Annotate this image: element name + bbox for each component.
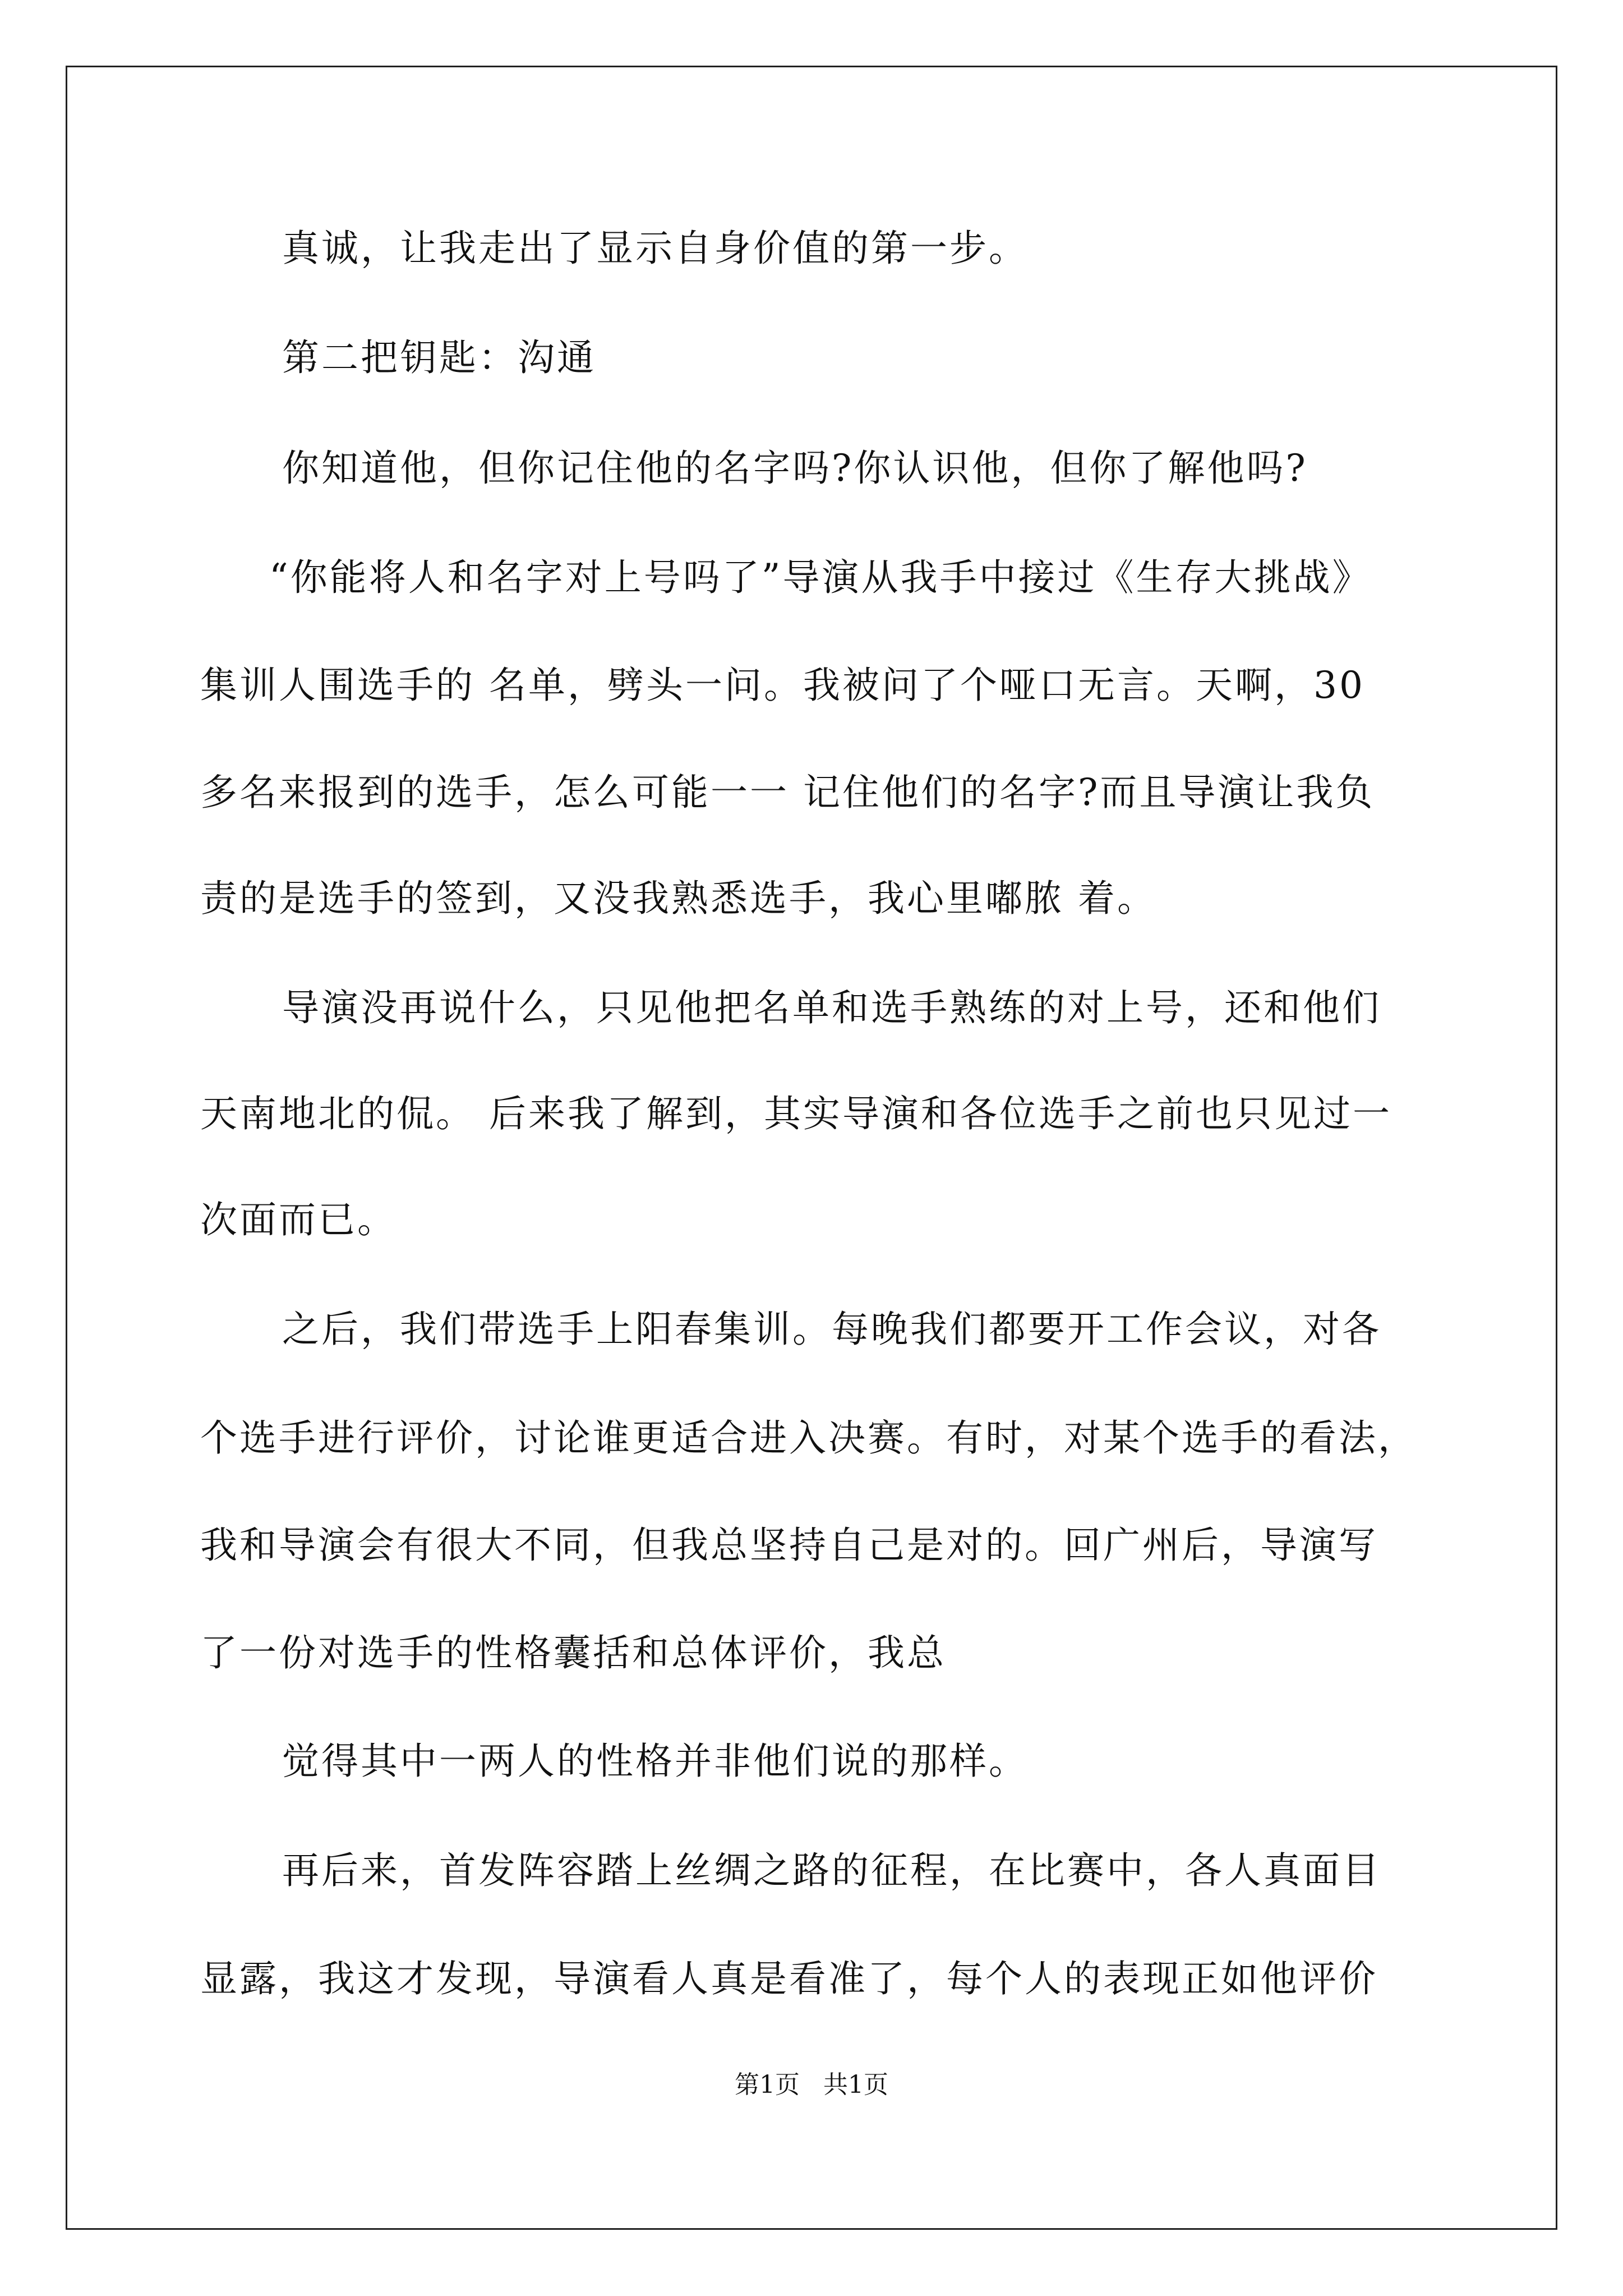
paragraph-line: 导演没再说什么，只见他把名单和选手熟练的对上号，还和他们: [282, 986, 1381, 1029]
paragraph-line: 个选手进行评价，讨论谁更适合进入决赛。有时，对某个选手的看法，: [200, 1416, 1417, 1460]
page-border: [66, 66, 1557, 2230]
section-heading: 第二把钥匙：沟通: [282, 336, 596, 379]
paragraph-line: 天南地北的侃。 后来我了解到，其实导演和各位选手之前也只见过一: [200, 1092, 1392, 1135]
paragraph-line: 你知道他，但你记住他的名字吗?你认识他，但你了解他吗?: [282, 447, 1308, 490]
paragraph-line: 显露，我这才发现，导演看人真是看准了，每个人的表现正如他评价: [200, 1957, 1378, 2000]
paragraph-line: 再后来，首发阵容踏上丝绸之路的征程，在比赛中，各人真面目: [282, 1849, 1381, 1892]
paragraph-line: 了一份对选手的性格囊括和总体评价，我总: [200, 1631, 946, 1674]
paragraph-line: 责的是选手的签到，又没我熟悉选手，我心里嘟脓 着。: [200, 877, 1156, 920]
page-number-footer: 第1页 共1页: [735, 2070, 888, 2099]
paragraph-line: 真诚，让我走出了显示自身价值的第一步。: [282, 227, 1028, 270]
paragraph-line: 我和导演会有很大不同，但我总坚持自己是对的。回广州后，导演写: [200, 1524, 1378, 1567]
paragraph-line: 之后，我们带选手上阳春集训。每晚我们都要开工作会议，对各: [282, 1308, 1381, 1351]
paragraph-line: 集训人围选手的 名单，劈头一问。我被问了个哑口无言。天啊，30: [200, 664, 1365, 707]
paragraph-line: “你能将人和名字对上号吗了”导演从我手中接过《生存大挑战》: [269, 556, 1372, 599]
paragraph-line: 觉得其中一两人的性格并非他们说的那样。: [282, 1740, 1028, 1783]
paragraph-line: 次面而已。: [200, 1198, 396, 1241]
paragraph-line: 多名来报到的选手，怎么可能一一 记住他们的名字?而且导演让我负: [200, 771, 1375, 814]
